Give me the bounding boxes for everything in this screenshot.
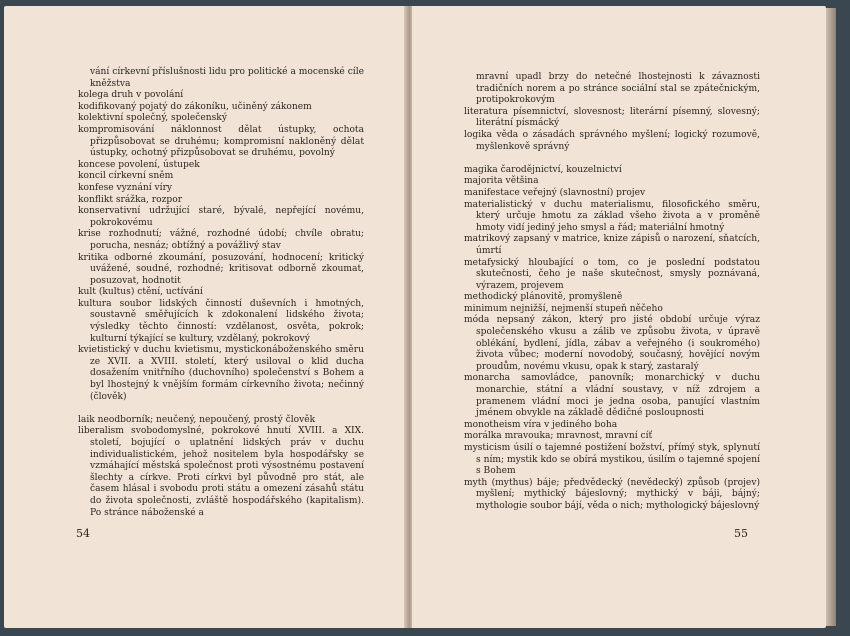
glossary-entry: laik neodborník; neučený, nepoučený, prostý člověk xyxy=(78,414,316,425)
glossary-entry: krise rozhodnutí; vážné, rozhodné údobí; chvíle obratu; porucha, nesnáz; obtížný a povážlivý stav xyxy=(78,229,364,251)
glossary-entry: móda nepsaný zákon, který pro jisté období určuje výraz společenského vkusu a zálib ve způsobu života, v úpravě oblékání, bydlení, jídla, zábav a veřejného (i soukromého) života vůbec; moderní novodobý, současný, hovějící novým proudům, novému vkusu, opak k starý, zastaralý xyxy=(464,315,760,372)
glossary-entry: kritika odborné zkoumání, posuzování, hodnocení; kritický uvážené, soudné, rozhodné; kritisovat odborně zkoumat, posuzovat, hodnotit xyxy=(78,252,364,286)
glossary-entry: konflikt srážka, rozpor xyxy=(78,194,183,205)
glossary-entry: methodický plánovitě, promyšleně xyxy=(464,292,623,303)
glossary-entry: matrikový zapsaný v matrice, knize zápisů o narození, sňatcích, úmrtí xyxy=(464,234,760,256)
glossary-entry: morálka mravouka; mravnost, mravní cíť xyxy=(464,431,653,442)
left-page-number: 54 xyxy=(76,527,90,540)
glossary-entry: kolega druh v povolání xyxy=(78,90,184,101)
right-page-number: 55 xyxy=(734,527,748,540)
right-page xyxy=(412,6,826,628)
glossary-entry: kult (kultus) ctění, uctívání xyxy=(78,287,203,298)
glossary-entry: mravní upadl brzy do netečné lhostejnosti k závaznosti tradičních norem a po stránce sociální stal se zpátečnickým, protipokrokovým xyxy=(476,72,760,106)
glossary-entry: konservativní udržující staré, bývalé, nepřející novému, pokrokovému xyxy=(78,206,364,228)
glossary-entry: materialistický v duchu materialismu, filosofického směru, který určuje hmotu za základ všeho života a v proměně hmoty vidí jediný jeho smysl a řád; materiální hmotný xyxy=(464,199,760,233)
glossary-entry: kvietistický v duchu kvietismu, mystickonáboženského směru ze XVII. a XVIII. století, který usiloval o klid ducha dosažením vnitřního (duchovního) společenství s Bohem a byl lhostejný k vnějším formám církevního života; nečinný (člověk) xyxy=(78,345,364,402)
glossary-entry: manifestace veřejný (slavnostní) projev xyxy=(464,187,646,198)
glossary-entry: vání církevní příslušnosti lidu pro politické a mocenské cíle kněžstva xyxy=(90,67,364,89)
left-page xyxy=(4,6,408,628)
glossary-entry: logika věda o zásadách správného myšlení; logický rozumově, myšlenkově správný xyxy=(464,129,760,152)
glossary-entry: kodifikovaný pojatý do zákoníku, učiněný zákonem xyxy=(78,101,312,112)
right-page-text xyxy=(464,72,760,513)
glossary-entry: majorita většina xyxy=(464,176,539,187)
glossary-entry: mysticism úsilí o tajemné postižení božství, přímý styk, splynutí s ním; mystik kdo se obírá mystikou, úsilím o tajemné spojení s Bohem xyxy=(464,443,760,477)
glossary-entry: literatura písemnictví, slovesnost; literární písemný, slovesný; literátní písmácký xyxy=(464,106,760,129)
glossary-entry: myth (mythus) báje; předvědecký (nevědecký) způsob (projev) myšlení; mythický bájeslovný; mythický v báji, bájný; mythologie soubor bájí, věda o nich; mythologický bájeslovný xyxy=(464,477,760,511)
glossary-entry: koncil církevní sněm xyxy=(78,171,174,182)
glossary-entry: kultura soubor lidských činností duševních i hmotných, soustavně směřujících k zdokonalení lidského života; výsledky těchto činností: vzdělanost, osvěta, pokrok; kulturní týkající se kultury, vzdělaný, pokrokový xyxy=(78,298,364,344)
glossary-entry: magika čarodějnictví, kouzelnictví xyxy=(464,164,622,175)
glossary-entry: konfese vyznání víry xyxy=(78,182,173,193)
glossary-entry: kompromisování náklonnost dělat ústupky, ochota přizpůsobovat se druhému; kompromisní nakloněný dělat ústupky, ochotný přizpůsobovat se druhému, povolný xyxy=(78,124,364,159)
left-page-text xyxy=(78,67,364,519)
glossary-entry: minimum nejnižší, nejmenší stupeň něčeho xyxy=(464,303,663,314)
page-edge xyxy=(826,8,836,626)
glossary-entry: liberalism svobodomyslné, pokrokové hnutí XVIII. a XIX. století, bojující o uplatnění lidských práv v duchu individualistickém, jehož nositelem byla hospodářsky se vzmáhající městská společnost proti výsostnému postavení šlechty a církve. Proti církvi byl původně pro stát, ale časem hlásal i svobodu proti státu a omezení zásahů státu do života společnosti, zvláště hospodářského (kapitalism). Po stránce náboženské a xyxy=(78,426,364,518)
glossary-entry: kolektivní společný, společenský xyxy=(78,113,227,124)
glossary-entry: monotheism víra v jediného boha xyxy=(464,419,618,430)
glossary-entry: koncese povolení, ústupek xyxy=(78,159,200,170)
glossary-entry: metafysický hloubající o tom, co je poslední podstatou skutečnosti, čeho je naše skutečnost, smysly poznávaná, výrazem, projevem xyxy=(464,257,760,291)
glossary-entry: monarcha samovládce, panovník; monarchický v duchu monarchie, státní a vládní soustavy, v níž zdrojem a pramenem vládní moci je jedna osoba, panující vlastním jménem obvykle na základě dědičné posloupnosti xyxy=(464,373,760,419)
